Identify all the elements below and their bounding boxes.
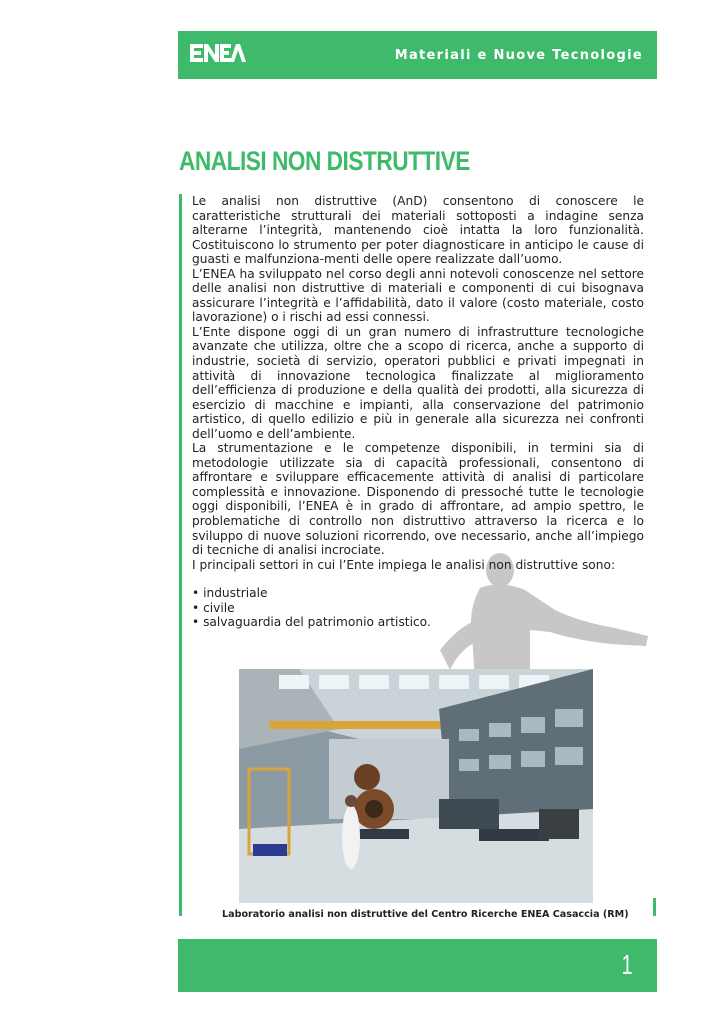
paragraph: I principali settori in cui l’Ente impiega le analisi non distruttive sono: <box>192 557 616 572</box>
laboratory-photo <box>239 669 593 903</box>
page-title: ANALISI NON DISTRUTTIVE <box>179 146 470 176</box>
paragraph: L’Ente dispone oggi di un gran numero di infrastrutture tecnologiche avanzate che utilizza, oltre che a scopo di ricerca, anche a supporto di industrie, società di servizio, operatori pubblici e privati impegnati in attività di innovazione tecnologica finalizzate al miglioramento dell’efficienza di produzione e della qualità dei prodotti, alla sicurezza di esercizio di macchine e impianti, alla conservazione del patrimonio artistico, di quello edilizio e più in generale alla sicurezza nei confronti dell’uomo e dell’ambiente. <box>192 324 644 441</box>
left-accent-bar <box>179 194 182 916</box>
header-bar <box>178 31 657 79</box>
photo-caption: Laboratorio analisi non distruttive del Centro Ricerche ENEA Casaccia (RM) <box>222 909 629 920</box>
paragraph: Le analisi non distruttive (AnD) consentono di conoscere le caratteristiche strutturali dei materiali sottoposti a indagine senza alterarne l’integrità, mantenendo cioè intatta la loro funzionalità. Costituiscono lo strumento per poter diagnosticare in anticipo le cause di guasti e malfunziona-menti delle opere realizzate dall’uomo. <box>192 194 644 267</box>
list-item: • salvaguardia del patrimonio artistico. <box>192 615 644 630</box>
right-accent-bar <box>653 898 656 916</box>
paragraph: La strumentazione e le competenze disponibili, in termini sia di metodologie utilizzate sia di capacità professionali, consentono di affrontare e sviluppare efficacemente attività di analisi di particolare complessità e innovazione. Disponendo di pressoché tutte le tecnologie oggi disponibili, l’ENEA è in grado di affrontare, ad ampio spettro, le problematiche di controllo non distruttivo attraverso la ricerca e lo sviluppo di nuove soluzioni ricorrendo, ove necessario, anche all’impiego di tecniche di analisi incrociate. <box>192 441 644 558</box>
footer-bar <box>178 939 657 992</box>
enea-logo <box>190 42 246 64</box>
list-item: • civile <box>192 601 644 616</box>
page-number: 1 <box>622 949 633 980</box>
sectors-list <box>192 586 644 630</box>
section-label: Materiali e Nuove Tecnologie <box>394 48 643 63</box>
article-body <box>192 194 644 630</box>
list-item: • industriale <box>192 586 644 601</box>
paragraph: L’ENEA ha sviluppato nel corso degli anni notevoli conoscenze nel settore delle analisi non distruttive di materiali e componenti di cui bisognava assicurare l’integrità e l’affidabilità, dato il valore (costo materiale, costo lavorazione) o i rischi ad essi connessi. <box>192 266 644 325</box>
